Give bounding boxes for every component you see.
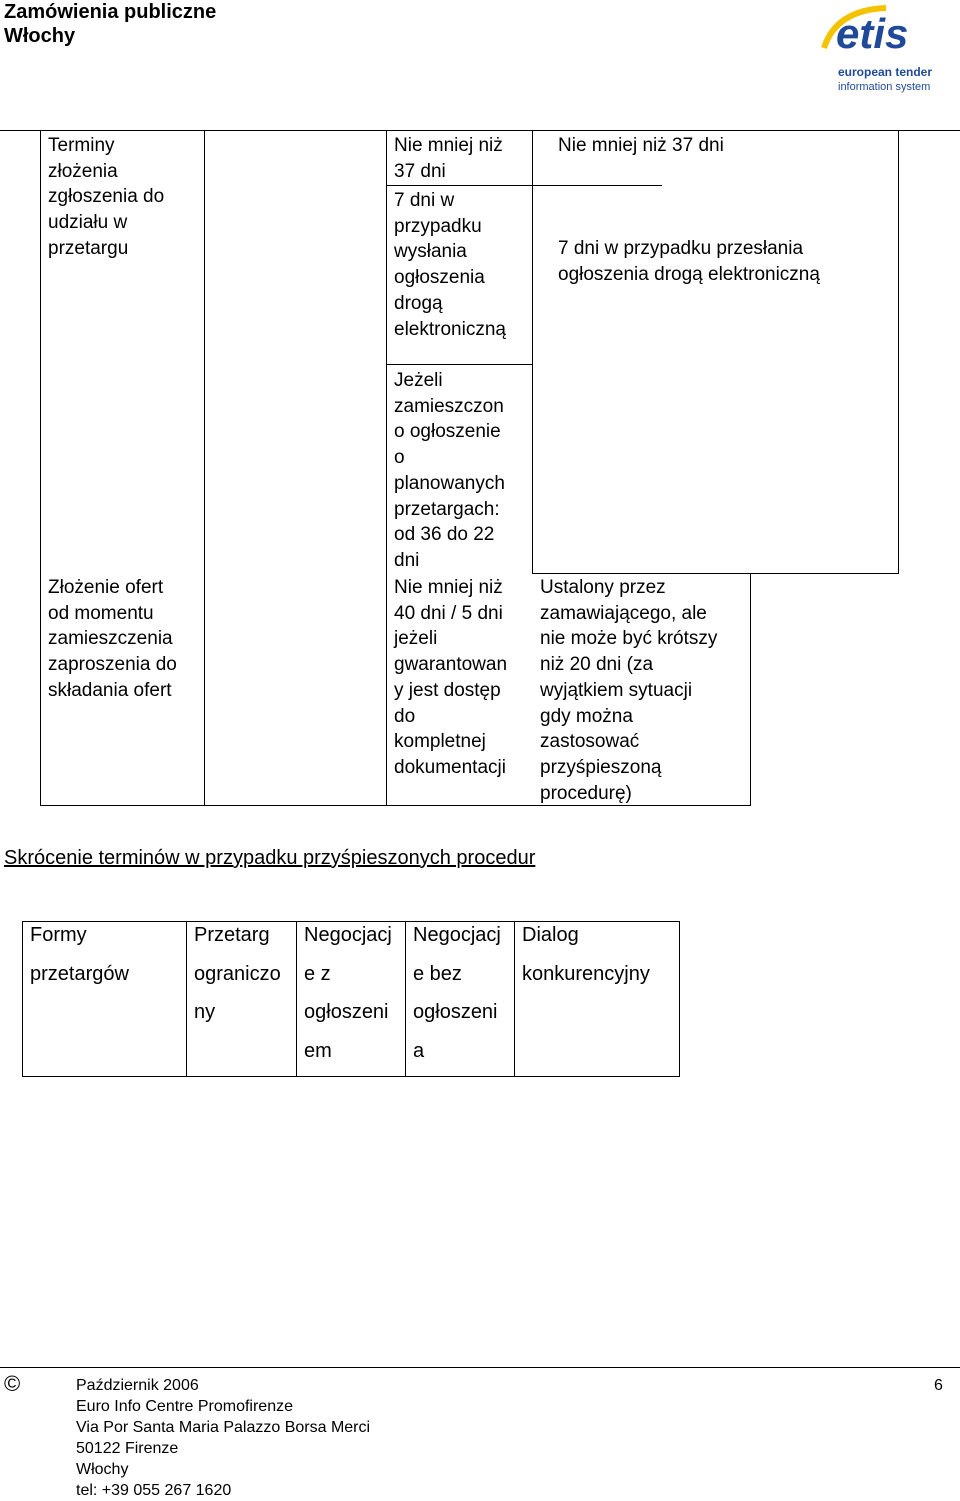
- footer-phone: tel: +39 055 267 1620: [76, 1482, 232, 1499]
- table2-competitive-dialogue: Dialog konkurencyjny: [522, 924, 650, 985]
- document-title: Zamówienia publiczne: [4, 1, 217, 23]
- cell-min-40-days: Nie mniej niż 40 dni / 5 dni jeżeli gwarantowan y jest dostęp do kompletnej dokumentacji: [394, 577, 508, 778]
- logo-word: etis: [836, 10, 909, 57]
- cell-min-37-days: Nie mniej niż 37 dni: [394, 135, 503, 182]
- table2-negotiation-without-notice: Negocjacj e bez ogłoszeni a: [413, 924, 501, 1062]
- table2-negotiation-with-notice: Negocjacj e z ogłoszeni em: [304, 924, 392, 1062]
- logo-line1: european tender: [838, 65, 933, 79]
- cell-prior-notice: Jeżeli zamieszczon o ogłoszenie o planowanych przetargach: od 36 do 22 dni: [394, 370, 505, 571]
- footer-organization: Euro Info Centre Promofirenze: [76, 1398, 293, 1415]
- document-subtitle: Włochy: [4, 25, 76, 47]
- page-number: 6: [934, 1377, 943, 1394]
- table2-restricted-tender: Przetarg ograniczo ny: [194, 924, 281, 1024]
- row-label-tender-submission: Złożenie ofert od momentu zamieszczenia zaproszenia do składania ofert: [48, 577, 177, 701]
- footer-postcode: 50122 Firenze: [76, 1440, 179, 1457]
- copyright-symbol: ©: [4, 1371, 21, 1396]
- footer-date: Październik 2006: [76, 1377, 199, 1394]
- cell-min-37-days-alt: Nie mniej niż 37 dni: [558, 135, 724, 156]
- row-label-deadline-application: Terminy złożenia zgłoszenia do udziału w przetargu: [48, 135, 165, 259]
- cell-7-days-electronic-alt: 7 dni w przypadku przesłania ogłoszenia drogą elektroniczną: [558, 238, 820, 285]
- footer-address: Via Por Santa Maria Palazzo Borsa Merci: [76, 1419, 371, 1436]
- table2-header-forms: Formy przetargów: [30, 924, 129, 985]
- etis-logo: [816, 4, 946, 96]
- header-rule: [0, 130, 960, 131]
- footer-country: Włochy: [76, 1461, 129, 1478]
- section-heading: Skrócenie terminów w przypadku przyśpieszonych procedur: [4, 847, 536, 869]
- footer-rule: [0, 1367, 960, 1368]
- cell-set-by-contracting-authority: Ustalony przez zamawiającego, ale nie może być krótszy niż 20 dni (za wyjątkiem sytuacji gdy można zastosować przyśpieszoną procedurę): [540, 577, 718, 804]
- cell-7-days-electronic: 7 dni w przypadku wysłania ogłoszenia drogą elektroniczną: [394, 190, 506, 340]
- logo-line2: information system: [838, 81, 931, 93]
